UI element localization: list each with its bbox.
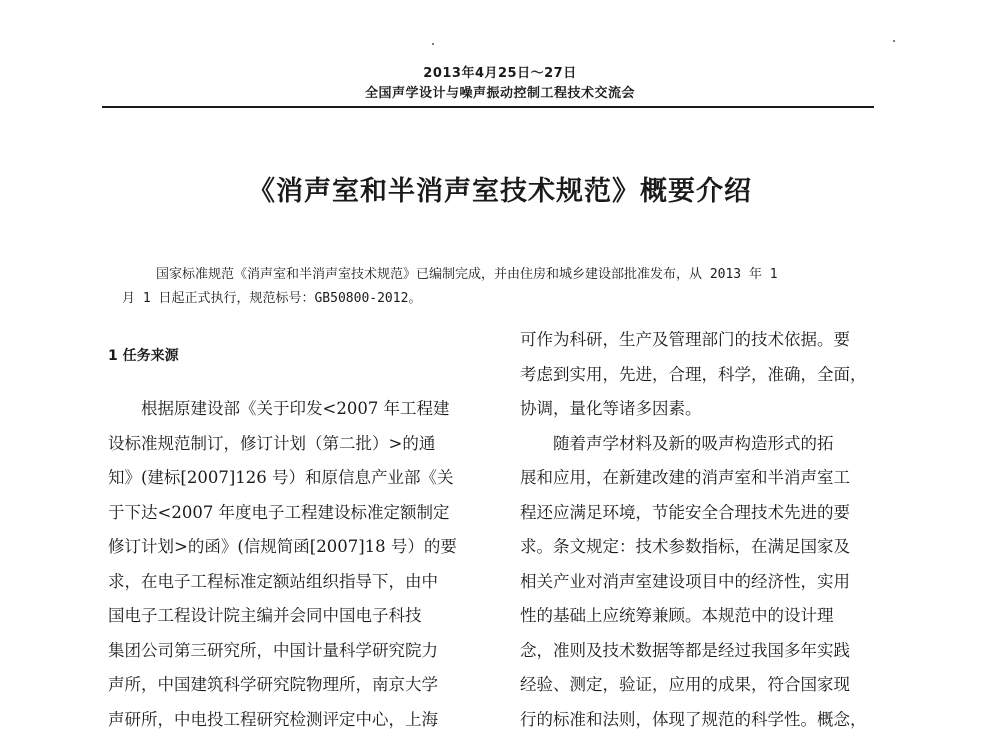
text-line: 考虑到实用，先进，合理，科学，准确，全面，	[520, 364, 867, 384]
text-line: 知》(建标[2007]126 号）和原信息产业部《关	[108, 468, 454, 487]
running-header	[0, 64, 1000, 104]
text-line: 求，在电子工程标准定额站组织指导下，由中	[108, 571, 438, 591]
text-line: 协调，量化等诸多因素。	[520, 399, 702, 418]
text-line: 相关产业对消声室建设项目中的经济性，实用	[520, 571, 850, 591]
section1-paragraph	[108, 392, 472, 427]
paper-title: 《消声室和半消声室技术规范》概要介绍	[248, 176, 752, 207]
text-line: 国电子工程设计院主编并会同中国电子科技	[108, 606, 422, 625]
header-rule	[102, 106, 874, 108]
text-line: 集团公司第三研究所，中国计量科学研究院力	[108, 640, 438, 660]
text-line: 可作为科研，生产及管理部门的技术依据。要	[520, 330, 850, 349]
scan-speck	[893, 40, 895, 42]
text-line: 行的标准和法则，体现了规范的科学性。概念，	[520, 709, 867, 729]
right-column	[520, 323, 878, 737]
section-heading: 1 任务来源	[108, 348, 179, 364]
text-line: 展和应用，在新建改建的消声室和半消声室工	[520, 468, 850, 487]
text-line: 根据原建设部《关于印发<2007 年工程建	[141, 399, 450, 418]
text-line: 程还应满足环境，节能安全合理技术先进的要	[520, 502, 850, 522]
header-conference: 全国声学设计与噪声振动控制工程技术交流会	[364, 86, 635, 101]
text-line: 经验、测定，验证，应用的成果，符合国家现	[520, 675, 850, 694]
text-line: 随着声学材料及新的吸声构造形式的拓	[553, 433, 834, 453]
text-line: 设标准规范制订，修订计划（第二批）>的通	[108, 433, 436, 453]
text-line: 声所，中国建筑科学研究院物理所，南京大学	[108, 675, 438, 694]
text-line: 性的基础上应统筹兼顾。本规范中的设计理	[520, 606, 834, 625]
text-line: 念，准则及技术数据等都是经过我国多年实践	[520, 640, 850, 660]
right-paragraph	[520, 427, 878, 462]
abstract-paragraph	[122, 263, 882, 287]
text-line: 于下达<2007 年度电子工程建设标准定额制定	[108, 502, 450, 522]
abstract	[122, 263, 882, 311]
text-line: 声研所，中电投工程研究检测评定中心，上海	[108, 709, 438, 729]
left-column	[108, 392, 472, 737]
abstract-line: 月 1 日起正式执行，规范标号：GB50800-2012。	[122, 291, 422, 306]
text-line: 求。条文规定：技术参数指标，在满足国家及	[520, 537, 850, 556]
scan-speck	[432, 43, 434, 45]
header-date: 2013年4月25日～27日	[423, 66, 577, 81]
text-line: 修订计划>的函》(信规简函[2007]18 号）的要	[108, 537, 457, 556]
abstract-line: 国家标准规范《消声室和半消声室技术规范》已编制完成，并由住房和城乡建设部批准发布，从 2013 年 1	[156, 267, 778, 282]
